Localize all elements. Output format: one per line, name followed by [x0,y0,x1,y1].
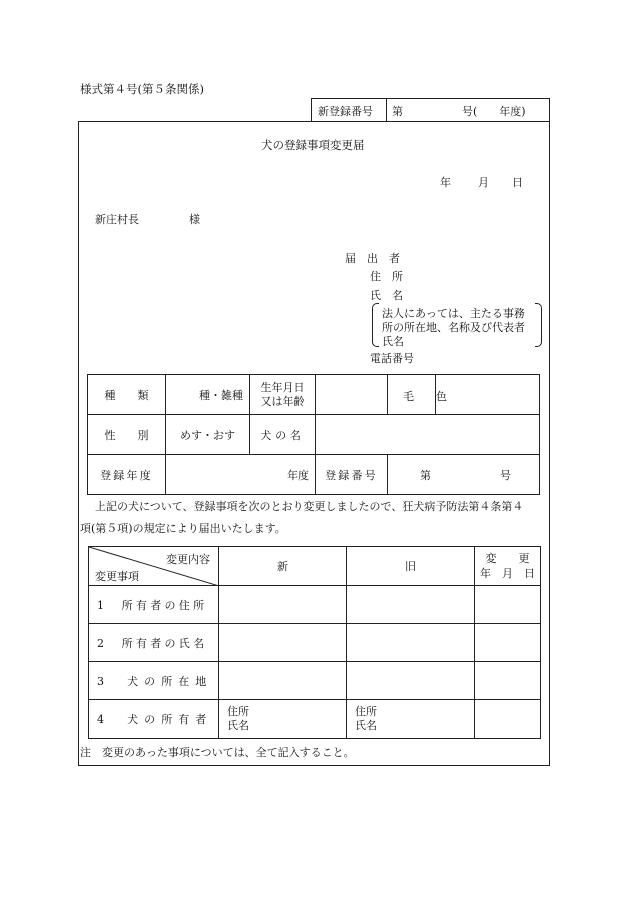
applicant-name-label: 氏 名 [370,289,403,302]
column-old: 旧 [347,547,475,586]
column-new: 新 [219,547,347,586]
left-bracket [372,303,379,347]
row-owner-name-date [475,624,541,662]
corporate-note-line2: 所の所在地、名称及び代表者 [382,321,525,334]
new-registration-label: 新登録番号 [318,105,373,118]
registration-year-label: 登録年度 [88,455,166,495]
registration-number-dai: 第 [420,468,431,482]
row-dog-owner-new [219,700,347,739]
corporate-note-line3: 氏名 [382,335,404,348]
date-day: 日 [512,176,523,189]
date-month: 月 [478,176,489,189]
kind-label: 種 類 [88,375,166,415]
registration-year-nendo: 年度 [166,455,316,495]
statement-line2: 項(第５項)の規定により届出いたします。 [80,522,286,535]
dog-name-value-cell [316,415,540,455]
applicant-phone-label: 電話番号 [370,352,414,365]
corner-top-label: 変更内容 [166,553,210,566]
row-owner-name-old [347,624,475,662]
new-registration-number-box [311,98,550,122]
row-owner-address-date [475,586,541,624]
corporate-note-line1: 法人にあっては、主たる事務 [382,307,525,320]
birth-label-line2: 又は年齢 [260,394,305,408]
column-change-date-top: 変 更 [485,552,530,565]
date-year: 年 [440,176,451,189]
old-name-label: 氏名 [355,719,377,732]
row-dog-owner-date [475,700,541,739]
birth-value-cell [316,375,388,415]
column-change-date-bottom: 年 月 日 [480,567,535,580]
row-owner-address: 1 所有者の住所 [89,586,219,624]
applicant-title: 届 出 者 [345,252,400,265]
old-address-label: 住所 [355,705,377,718]
new-address-label: 住所 [227,705,249,718]
corner-bottom-label: 変更事項 [95,570,139,583]
addressee-honorific: 様 [189,213,200,226]
row-dog-location: 3 犬の所在地 [89,662,219,700]
form-title: 犬の登録事項変更届 [261,138,365,152]
sex-value: めす・おす [166,415,250,455]
color-label: 毛 色 [403,390,447,403]
statement-line1: 上記の犬について、登録事項を次のとおり変更しましたので、狂犬病予防法第４条第４ [95,500,524,513]
row-owner-address-old [347,586,475,624]
corner-cell [89,547,219,586]
column-change-date [475,547,541,586]
new-name-label: 氏名 [227,719,249,732]
row-owner-address-new [219,586,347,624]
registration-number-go: 号 [500,468,511,482]
footnote: 注 変更のあった事項については、全て記入すること。 [80,746,355,759]
dog-info-table [87,374,540,495]
birth-label [250,375,316,415]
registration-go-nendo: 号( 年度) [462,105,526,118]
applicant-address-label: 住 所 [370,270,403,283]
row-dog-owner-old [347,700,475,739]
dog-name-label: 犬の名 [250,415,316,455]
row-dog-location-old [347,662,475,700]
row-dog-owner: 4 犬の所有者 [89,700,219,739]
sex-label: 性 別 [88,415,166,455]
birth-label-line1: 生年月日 [260,380,305,394]
addressee-name: 新庄村長 [95,213,139,226]
row-owner-name-new [219,624,347,662]
color-value-cell [436,375,540,415]
registration-dai: 第 [392,105,403,118]
kind-value: 種・雑種 [166,375,250,415]
change-table [88,546,541,739]
row-owner-name: 2 所有者の氏名 [89,624,219,662]
right-bracket [535,303,542,347]
form-number: 様式第４号(第５条関係) [80,82,204,96]
registration-number-value [388,455,540,495]
registration-number-label: 登録番号 [316,455,388,495]
row-dog-location-date [475,662,541,700]
row-dog-location-new [219,662,347,700]
